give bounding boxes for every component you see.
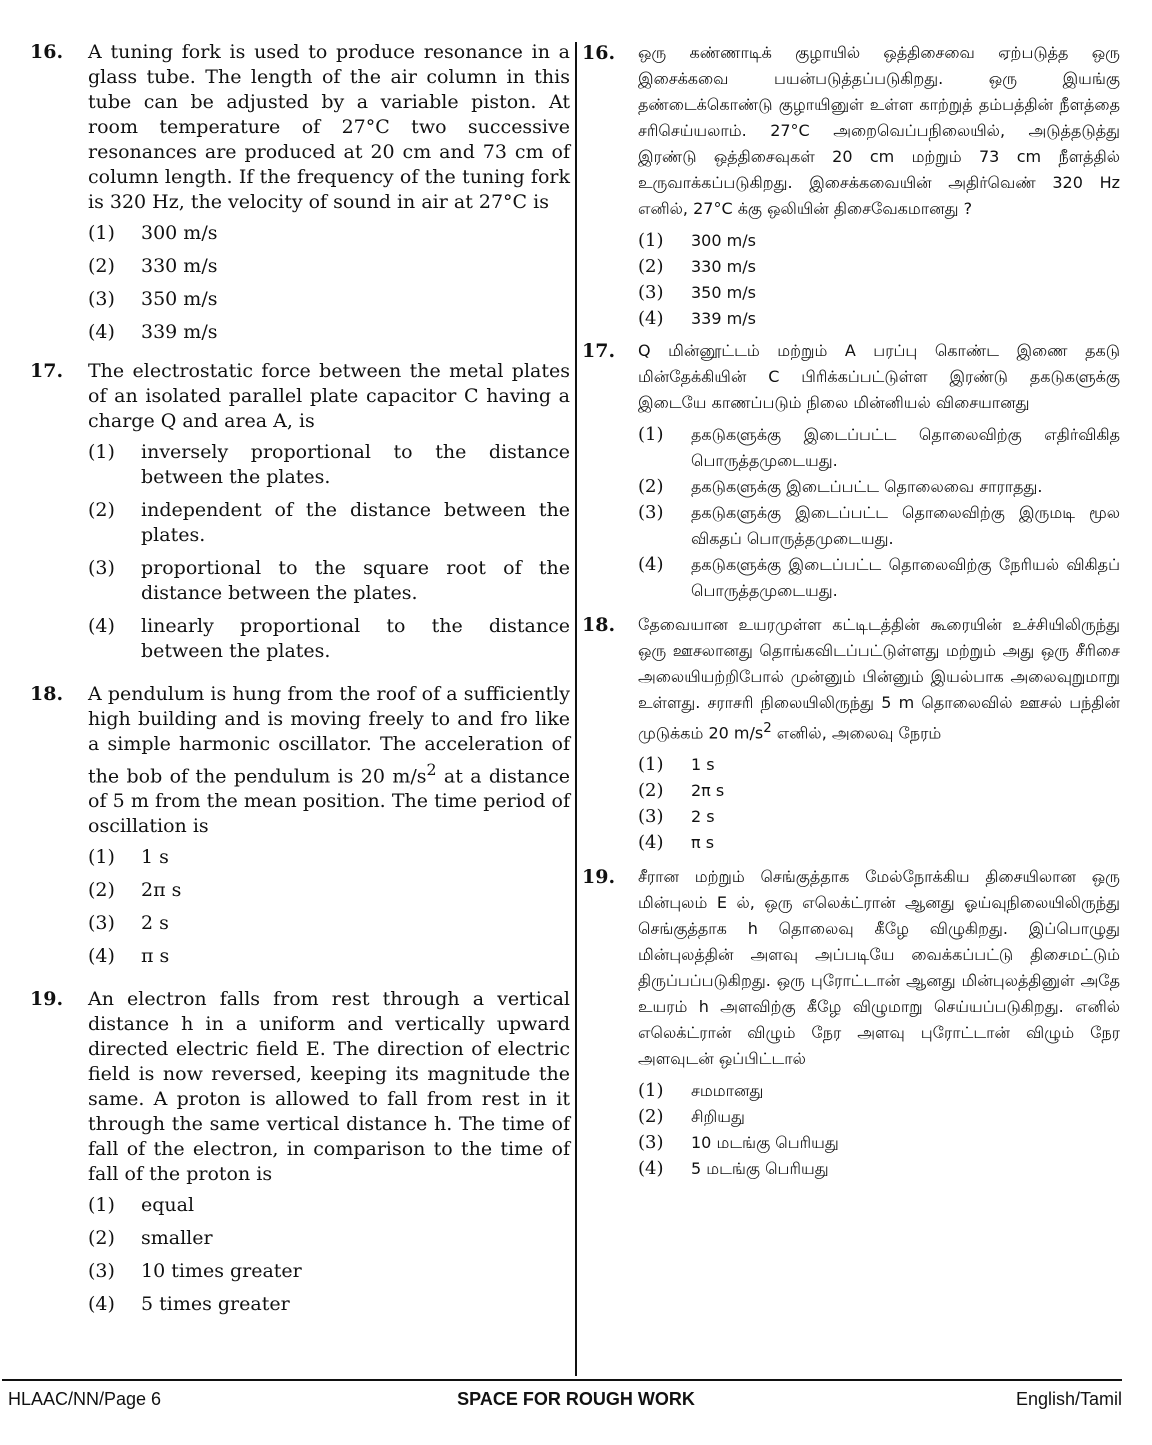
question-19-tamil (582, 864, 1120, 1182)
option-list (638, 422, 1120, 604)
option-1 (88, 845, 570, 870)
option-number: (1) (638, 1080, 664, 1102)
question-stem: சீரான மற்றும் செங்குத்தாக மேல்நோக்கிய திசையிலான ஒரு மின்புலம் E ல், ஒரு எலெக்ட்ரான் ஆனது ஓய்வுநிலையிலிருந்து செங்குத்தாக h தொலைவு கீழே விழுகிறது. இப்பொழுது மின்புலத்தின் அளவு அப்படியே வைக்கப்பட்டு திசைமட்டும் திருப்பப்படுகிறது. ஒரு புரோட்டான் ஆனது மின்புலத்தினுள் அதே உயரம் h அளவிற்கு கீழே விழுமாறு செய்யப்படுகிறது. எனில் எலெக்ட்ரான் விழும் நேர அளவு புரோட்டான் விழும் நேர அளவுடன் ஒப்பிட்டால் (638, 867, 1120, 1069)
option-text: smaller (141, 1227, 213, 1250)
option-number: (1) (88, 441, 115, 463)
language-label: English/Tamil (1015, 1389, 1122, 1409)
option-4 (638, 552, 1120, 604)
option-1 (638, 228, 1120, 254)
option-4 (638, 1156, 1120, 1182)
option-text: equal (141, 1194, 195, 1217)
stem-text: at a distance of 5 m from the mean position. The time period of oscillation is (88, 765, 571, 838)
question-19-english (30, 987, 570, 1317)
option-2 (638, 474, 1120, 500)
option-number: (3) (638, 502, 664, 523)
option-text: 339 m/s (691, 309, 756, 328)
superscript: 2 (426, 760, 437, 779)
option-number: (1) (88, 846, 115, 869)
option-number: (4) (638, 308, 664, 329)
option-number: (4) (88, 615, 115, 637)
option-number: (4) (88, 1293, 115, 1316)
option-3 (638, 280, 1120, 306)
option-text: தகடுகளுக்கு இடைப்பட்ட தொலைவிற்கு நேரியல் விகிதப் பொருத்தமுடையது. (691, 555, 1120, 600)
option-text: 10 times greater (141, 1260, 302, 1283)
option-1 (88, 221, 570, 246)
option-text: 330 m/s (691, 257, 756, 276)
question-16-tamil (582, 40, 1120, 332)
option-text: தகடுகளுக்கு இடைப்பட்ட தொலைவை சாராதது. (691, 477, 1043, 496)
option-3 (88, 556, 570, 606)
tamil-column (582, 40, 1120, 1194)
option-text: 339 m/s (141, 321, 218, 343)
option-number: (1) (638, 424, 664, 445)
column-divider (575, 42, 577, 1376)
option-4 (88, 1292, 570, 1317)
option-number: (4) (638, 1158, 664, 1180)
option-1 (638, 1078, 1120, 1104)
option-text: தகடுகளுக்கு இடைப்பட்ட தொலைவிற்கு எதிர்விகித பொருத்தமுடையது. (691, 425, 1120, 470)
option-3 (638, 804, 1120, 830)
option-text: சிறியது (691, 1107, 745, 1127)
question-18-english (30, 682, 570, 969)
question-stem (638, 612, 1120, 746)
question-number: 17. (30, 360, 64, 382)
option-text: proportional to the square root of the distance between the plates. (141, 557, 570, 604)
option-number: (2) (638, 476, 664, 497)
option-number: (1) (88, 1194, 115, 1217)
question-18-tamil (582, 612, 1120, 856)
stem-text: தேவையான உயரமுள்ள கட்டிடத்தின் கூரையின் உச்சியிலிருந்து ஒரு ஊசலானது தொங்கவிடப்பட்டுள்ளது மற்றும் அது ஒரு சீரிசை அலையியற்றிபோல் முன்னும் பின்னும் இயல்பாக அலைவுறுமாறு உள்ளது. சராசரி நிலையிலிருந்து 5 m தொலைவில் ஊசல் பந்தின் முடுக்கம் 20 m/s (638, 615, 1121, 743)
option-4 (88, 320, 570, 345)
option-number: (4) (88, 321, 115, 343)
option-text: 300 m/s (691, 231, 756, 250)
question-17-english (30, 359, 570, 664)
option-text: 2 s (691, 807, 715, 827)
question-16-english (30, 40, 570, 345)
option-2 (88, 254, 570, 279)
option-number: (4) (88, 945, 115, 968)
option-text: 2π s (691, 781, 725, 801)
question-stem: An electron falls from rest through a vertical distance h in a uniform and vertically upward directed electric field E. The direction of electric field is now reversed, keeping its magnitude the same. A proton is allowed to fall from rest in it through the same vertical distance h. The time of fall of the electron, in comparison to the time of fall of the proton is (88, 988, 570, 1186)
option-list (88, 845, 570, 969)
option-number: (2) (88, 1227, 115, 1250)
option-number: (2) (638, 780, 664, 802)
option-4 (638, 830, 1120, 856)
option-text: inversely proportional to the distance between the plates. (141, 441, 570, 488)
option-number: (3) (638, 1132, 664, 1154)
option-text: 300 m/s (141, 222, 218, 244)
option-3 (88, 287, 570, 312)
option-2 (88, 498, 570, 548)
option-text: 350 m/s (141, 288, 218, 310)
option-list (88, 1193, 570, 1317)
option-number: (4) (638, 832, 664, 854)
option-list (638, 1078, 1120, 1182)
superscript: 2 (763, 721, 772, 736)
footer-rule (2, 1379, 1122, 1381)
option-text: தகடுகளுக்கு இடைப்பட்ட தொலைவிற்கு இருமடி மூல விகதப் பொருத்தமுடையது. (691, 503, 1120, 548)
option-number: (3) (88, 1260, 115, 1283)
option-1 (638, 422, 1120, 474)
option-text: 5 மடங்கு பெரியது (691, 1159, 829, 1179)
stem-text: எனில், அலைவு நேரம் (771, 723, 942, 743)
option-4 (638, 306, 1120, 332)
option-text: 350 m/s (691, 283, 756, 302)
english-column (30, 40, 570, 1329)
option-1 (88, 1193, 570, 1218)
option-text: 1 s (141, 846, 169, 869)
question-stem: A tuning fork is used to produce resonance in a glass tube. The length of the air column in this tube can be adjusted by a variable piston. At room temperature of 27°C two successive resonances are produced at 20 cm and 73 cm of column length. If the frequency of the tuning fork is 320 Hz, the velocity of sound in air at 27°C is (88, 41, 570, 213)
option-2 (638, 254, 1120, 280)
option-3 (88, 1259, 570, 1284)
option-2 (88, 1226, 570, 1251)
option-4 (88, 944, 570, 969)
option-text: 10 மடங்கு பெரியது (691, 1133, 839, 1153)
option-2 (638, 778, 1120, 804)
option-4 (88, 614, 570, 664)
option-3 (638, 500, 1120, 552)
option-text: 5 times greater (141, 1293, 290, 1316)
option-text: 2π s (141, 879, 182, 902)
option-text: π s (691, 833, 715, 853)
option-number: (3) (88, 288, 115, 310)
option-text: linearly proportional to the distance between the plates. (141, 615, 570, 662)
option-2 (88, 878, 570, 903)
question-number: 18. (582, 614, 616, 636)
option-number: (2) (638, 256, 664, 277)
option-2 (638, 1104, 1120, 1130)
option-number: (1) (638, 230, 664, 251)
option-number: (1) (88, 222, 115, 244)
option-number: (3) (88, 912, 115, 935)
question-stem: The electrostatic force between the metal plates of an isolated parallel plate capacitor C having a charge Q and area A, is (88, 360, 570, 432)
option-number: (2) (638, 1106, 664, 1128)
question-stem: ஒரு கண்ணாடிக் குழாயில் ஒத்திசைவை ஏற்படுத்த ஒரு இசைக்கவை பயன்படுத்தப்படுகிறது. ஒரு இயங்கு தண்டைக்கொண்டு குழாயினுள் உள்ள காற்றுத் தம்பத்தின் நீளத்தை சரிசெய்யலாம். 27°C அறைவெப்பநிலையில், அடுத்தடுத்து இரண்டு ஒத்திசைவுகள் 20 cm மற்றும் 73 cm நீளத்தில் உருவாக்கப்படுகிறது. இசைக்கவையின் அதிர்வெண் 320 Hz எனில், 27°C க்கு ஒலியின் திசைவேகமானது ? (638, 43, 1120, 218)
option-text: 2 s (141, 912, 169, 935)
option-number: (4) (638, 554, 664, 575)
option-number: (3) (638, 282, 664, 303)
option-text: 330 m/s (141, 255, 218, 277)
question-number: 19. (30, 988, 64, 1011)
question-number: 18. (30, 683, 64, 705)
question-stem (88, 682, 570, 839)
question-stem: Q மின்னூட்டம் மற்றும் A பரப்பு கொண்ட இணை தகடு மின்தேக்கியின் C பிரிக்கப்பட்டுள்ள இரண்டு தகடுகளுக்கு இடையே காணப்படும் நிலை மின்னியல் விசையானது (638, 341, 1120, 412)
option-3 (88, 911, 570, 936)
stem-text: A pendulum is hung from the roof of a sufficiently high building and is moving freely to and fro like a simple harmonic oscillator. The acceleration of the bob of the pendulum is 20 m/s (88, 683, 570, 788)
question-17-tamil (582, 338, 1120, 604)
option-number: (2) (88, 879, 115, 902)
option-text: சமமானது (691, 1081, 764, 1101)
page-code: HLAAC/NN/Page 6 (8, 1389, 162, 1409)
option-text: independent of the distance between the plates. (141, 499, 570, 546)
option-list (638, 752, 1120, 856)
question-number: 17. (582, 340, 616, 362)
rough-work-label: SPACE FOR ROUGH WORK (457, 1389, 695, 1409)
option-list (638, 228, 1120, 332)
question-number: 19. (582, 866, 616, 889)
option-number: (1) (638, 754, 664, 776)
option-3 (638, 1130, 1120, 1156)
question-number: 16. (582, 42, 616, 64)
option-number: (3) (88, 557, 115, 579)
option-text: π s (141, 945, 170, 968)
option-1 (638, 752, 1120, 778)
option-list (88, 440, 570, 664)
option-text: 1 s (691, 755, 715, 775)
option-1 (88, 440, 570, 490)
question-number: 16. (30, 41, 64, 63)
option-number: (3) (638, 806, 664, 828)
option-number: (2) (88, 499, 115, 521)
option-list (88, 221, 570, 345)
option-number: (2) (88, 255, 115, 277)
